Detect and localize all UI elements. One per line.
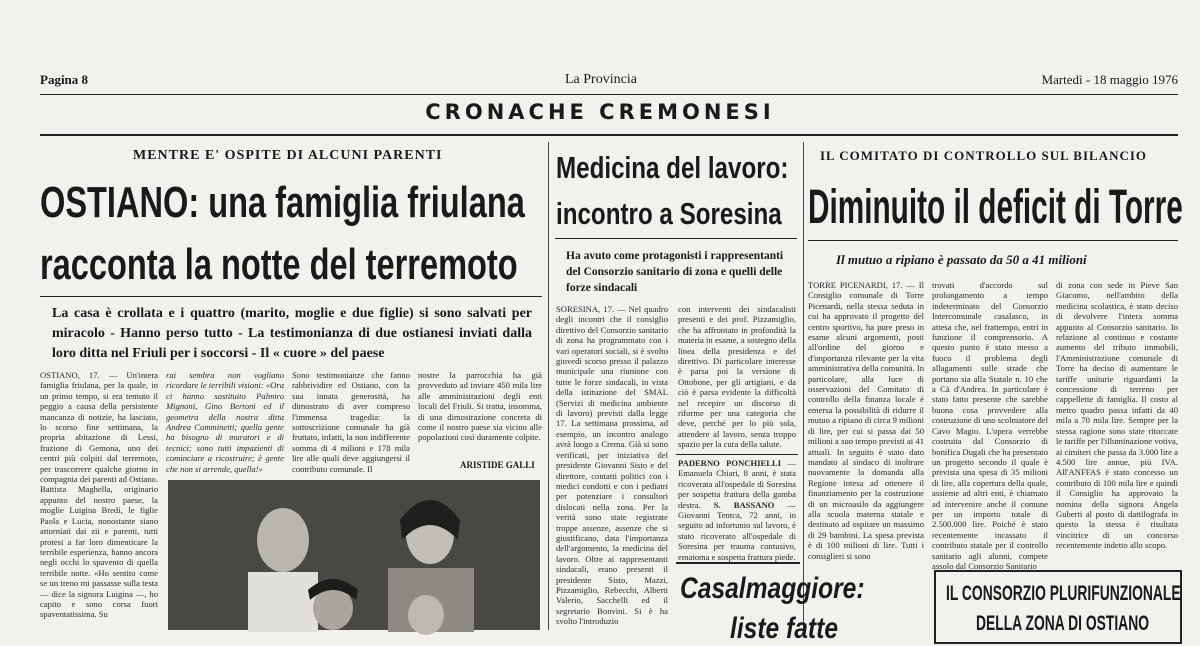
main-body-col1: OSTIANO, 17. — Un'intera famiglia friulana, per la quale, in un primo tempo, si era temuto il peggio a causa della persistente mancanza di notizie, ha lasciato, lo scorso fine settimana, la propria abitazione di Lessi, frazione di Gemona, uno dei centri più colpiti dal terremoto, per trascorrere qualche giorno in compagnia dei parenti ad Ostiano. Battista Maghella, originario appunto del nostro paese, la moglie Luigina Bredi, le figlie Paola e Lucia, nonostante siano attorniati dai zii e parenti, tutti protesi a far loro dimenticare la terribile esperienza, hanno ancora negli occhi lo spavento di quella terribile notte. «Ho sentito come se un treno mi passasse sulla testa — dice la signora Luigina —, ho capito e sono corsa fuori spaventatissima. Su	[40, 370, 158, 620]
brevi-text-paderno: — Emanuela Chiari, 8 anni, è stata ricoverata all'ospedale di Soresina per sospetta frattura della gamba destra.	[678, 458, 796, 510]
main-rule	[40, 296, 542, 297]
header-rule	[40, 94, 1178, 95]
main-headline-line2: racconta la notte del terremoto	[40, 240, 518, 289]
medicina-summary: Ha avuto come protagonisti i rappresentanti del Consorzio sanitario di zona e quelli delle forze sindacali	[566, 250, 784, 294]
torre-kicker: IL COMITATO DI CONTROLLO SUL BILANCIO	[820, 148, 1148, 163]
casalmaggiore-headline: Casalmaggiore:	[680, 572, 865, 605]
main-body-col4: nostre la parrocchia ha già provveduto ad inviare 450 mila lire alle amministrazioni degli enti locali del Friuli. Si tratta, insomma, di una dimostrazione concreta di come il nostro paese sia vicino alle popolazioni così duramente colpite.	[418, 370, 542, 443]
section-title: CRONACHE CREMONESI	[425, 100, 775, 124]
torre-rule	[808, 240, 1178, 241]
medicina-headline-line1: Medicina del lavoro:	[556, 150, 789, 185]
column-divider	[548, 142, 549, 630]
section-rule	[40, 134, 1178, 136]
newspaper-name: La Provincia	[565, 72, 637, 87]
medicina-rule	[555, 238, 797, 239]
torre-summary: Il mutuo a ripiano è passato da 50 a 41 milioni	[836, 252, 1087, 267]
issue-date: Martedì - 18 maggio 1976	[1041, 72, 1178, 87]
brevi-title-bassano: S. BASSANO	[713, 499, 775, 510]
main-summary: La casa è crollata e i quattro (marito, moglie e due figlie) si sono salvati per miracolo - Hanno perso tutto - La testimonianza di due ostianesi inviati dalla loro ditta nel Friuli per i soccorsi - Il « cuore » del paese	[52, 306, 532, 361]
torre-body-col3: di zona con sede in Pieve San Giacomo, nell'ambito della medicina scolastica, è stato deciso di devolvere l'intera somma appunto al Consorzio sanitario. In relazione al continuo e costante aumento del tributo immobili, l'Amministrazione comunale di Torre ha deciso di aumentare le tariffe unitarie riguardanti la concessione di terreno per cappellette di famiglia. Il costo al metro quadro passa infatti da 40 mila a 70 mila lire. Sempre per la stessa ragione sono state ritoccate le tariffe per l'illuminazione votiva, ai cimiteri che passa da 3.000 lire a 4.500 lire annue, più IVA. All'ANFFAS è stato concesso un contributo di 100 mila lire e quindi il Consiglio ha approvato la nomina della signora Angela Guberti al posto di dattilografa in questo la stessa è risultata vincitrice di un concorso recentemente indetto allo scopo.	[1056, 280, 1178, 551]
casalmaggiore-headline-line2: liste fatte	[730, 612, 839, 645]
torre-body-col1: TORRE PICENARDI, 17. — Il Consiglio comunale di Torre Picenardi, nella stessa seduta in cui ha approvato il progetto del centro sportivo, ha pure preso in esame alcuni argomenti, posti all'ordine del giorno e d'importanza rilevante per la vita amministrativa della comunità. In particolare, alla luce di osservazioni del Comitato di controllo della finanza locale è emersa la possibilità di ridurre il mutuo a ripiano di circa 9 milioni di lire, per cui si passa dai 50 milioni a suo tempo previsti ai 41 attuali. In seguito è stato dato mandato al sindaco di inoltrare nuovamente la domanda alla Regione intesa ad ottenere il finanziamento per la costruzione di un microasilo da aggiungere alla scuola materna statale e destinato ad ospitare un massimo di 29 bambini. La spesa prevista è di 100 milioni di lire. Tutti i consiglieri si sono	[808, 280, 924, 561]
consorzio-headline-line1: IL CONSORZIO PLURIFUNZIONALE	[946, 582, 1181, 605]
medicina-body-col1: SORESINA, 17. — Nel quadro degli incontri che il consiglio direttivo del Consorzio sanitario di zona ha programmato con i vari operatori sociali, si è svolto giovedì scorso presso il palazzo municipale una riunione con tutte le forze sindacali, in vista della istituzione del SMAL (Servizi di medicina ambiente di lavoro) previsti dalla legge 17. La settimana prossima, ad esempio, un incontro analogo avrà luogo a Crema. Già si sono verificati, per iniziativa del presidente Giovanni Sisto e del direttore, contatti politici con i medici condotti e con i pediatri per potenziare i consultori dislocati nella zona. Per la verità sono state registrate troppe assenze, assenze che si giustificano, data l'importanza dell'argomento, la medicina del lavoro. Oltre ai rappresentanti sindacali, erano presenti il presidente Sisto, Mazzi, Pizzamiglio, Rebecchi, Alberti Valerio, Sacchelli ed il segretario Bonvini. Si è ha svolto l'introduzio	[556, 304, 668, 627]
brevi-title-paderno: PADERNO PONCHIELLI	[678, 458, 782, 468]
medicina-body-col2: con interventi dei sindacalisti presenti e dei prof. Pizzamiglio, che ha affrontato in profondità la materia in esame, a sostegno della linea della presidenza e del direttivo. Di particolare interesse è parsa poi la versione di Ottobone, per gli artigiani, e da ciò è parsa evidente la difficoltà nel recepire un discorso di riforme per una categoria che deve, perché per lo più sola, attendere al lavoro, senza troppo spazio per la cura della salute.	[678, 304, 796, 450]
consorzio-headline-line2: DELLA ZONA DI OSTIANO	[976, 612, 1149, 635]
casalmaggiore-rule	[676, 562, 800, 564]
page-number: Pagina 8	[40, 72, 89, 87]
main-signature: ARISTIDE GALLI	[460, 460, 535, 470]
brevi-text-bassano: — Giovanni Tentca, 72 anni, in seguito ad infortunio sul lavoro, è stato ricoverato all'ospedale di Soresina per trauma contusivo, ematoma e sospetta frattura piede.	[678, 499, 797, 562]
main-body-col3: Sono testimonianze che fanno rabbrividire ed Ostiano, con la sua innata generosità, ha dimostrato di aver compreso l'immensa tragedia: la sottoscrizione comunale ha già fruttato, infatti, la non indifferente somma di 4 milioni e 178 mila lire alle quali deve aggiungersi il contributo comunale. Il	[292, 370, 410, 474]
consorzio-box	[934, 570, 1182, 644]
torre-body-col2: trovati d'accordo sul prolungamento a tempo indeterminato del Consorzio Intercomunale casalasco, in attesa che, nel frattempo, entri in funzione il comprensorio. A questo punto è stato messo a fuoco il problema degli allagamenti sulle strade che portano sia alla Statale n. 10 che a Cà d'Andrea. In particolare è stato fatto presente che sarebbe buona cosa provvedere alla costruzione di uno scolmatore del Cavo Magio. L'opera verrebbe costruita dal Consorzio di bonifica Dugali che ha presentato un progetto secondo il quale è prevista una spesa di 35 milioni di lire, alla copertura della quale, assieme ad altri enti, è chiamato ad intervenire anche il comune per un importo totale di 2.500.000 lire. Poiché è stato recentemente incassato il contributo statale per il controllo sanitario agli alunni, compete assolo dal Consorzio Sanitario	[932, 280, 1048, 571]
torre-headline: Diminuito il deficit di Torre	[808, 181, 1183, 234]
running-header	[40, 72, 1178, 90]
main-body-col2: rai sembra non vogliano ricordare le terribili visioni: «Ora ci hanno sostituito Palmiro Mignoni, Gino Bertoni ed il geometra della nostra ditta Andrea Comminetti; quella gente ha bisogno di muratori e di tecnici; sono tutti impazienti di cominciare a ricostruire; è gente che non si arrende, quella!»	[166, 370, 284, 474]
family-photo	[168, 480, 540, 630]
main-kicker: MENTRE E' OSPITE DI ALCUNI PARENTI	[133, 148, 443, 163]
column-divider	[803, 142, 804, 630]
brevi-rule	[676, 454, 798, 455]
main-headline-line1: OSTIANO: una famiglia friulana	[40, 178, 525, 227]
family-photo-illustration	[168, 480, 540, 630]
medicina-headline-line2: incontro a Soresina	[556, 196, 782, 231]
brevi-box	[678, 458, 797, 562]
